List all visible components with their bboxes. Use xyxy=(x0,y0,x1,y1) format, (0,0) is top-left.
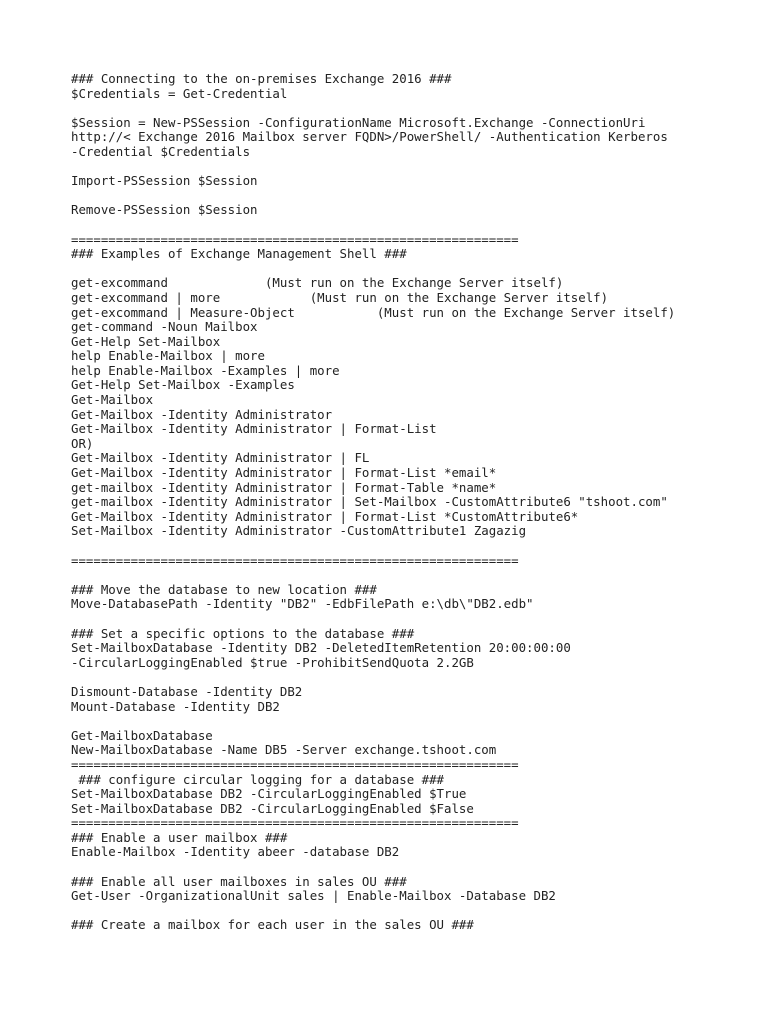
separator-line: ============================================================ xyxy=(71,756,519,772)
code-line: get-excommand (Must run on the Exchange Server itself) xyxy=(71,275,564,291)
code-line: Get-MailboxDatabase xyxy=(71,727,213,743)
code-line: Remove-PSSession $Session xyxy=(71,202,258,218)
code-line: get-excommand | Measure-Object (Must run on the Exchange Server itself) xyxy=(71,304,676,320)
section-heading: ### Set a specific options to the database ### xyxy=(71,625,415,641)
separator-line: ============================================================ xyxy=(71,815,519,831)
code-line: get-command -Noun Mailbox xyxy=(71,319,258,335)
code-line: -CircularLoggingEnabled $true -ProhibitSendQuota 2.2GB xyxy=(71,654,474,670)
blank-line xyxy=(71,612,758,627)
code-line: http://< Exchange 2016 Mailbox server FQDN>/PowerShell/ -Authentication Kerberos xyxy=(71,129,668,145)
code-line: Get-Mailbox xyxy=(71,392,154,408)
code-line: Set-MailboxDatabase -Identity DB2 -DeletedItemRetention 20:00:00:00 xyxy=(71,640,571,656)
document-page xyxy=(71,72,758,933)
code-line: Dismount-Database -Identity DB2 xyxy=(71,683,303,699)
section-heading: ### Create a mailbox for each user in the sales OU ### xyxy=(71,917,474,933)
blank-line xyxy=(71,670,758,685)
separator-line: ============================================================ xyxy=(71,552,519,568)
section-heading: ### Enable a user mailbox ### xyxy=(71,829,288,845)
code-line: help Enable-Mailbox -Examples | more xyxy=(71,362,340,378)
code-line: Import-PSSession $Session xyxy=(71,173,258,189)
blank-line xyxy=(71,189,758,204)
section-heading: ### Examples of Exchange Management Shell ### xyxy=(71,246,407,262)
code-line: Get-Mailbox -Identity Administrator | FL xyxy=(71,450,370,466)
section-heading: ### Enable all user mailboxes in sales OU ### xyxy=(71,873,407,889)
code-line: New-MailboxDatabase -Name DB5 -Server exchange.tshoot.com xyxy=(71,742,497,758)
code-line: get-excommand | more (Must run on the Exchange Server itself) xyxy=(71,289,609,305)
code-line: $Credentials = Get-Credential xyxy=(71,85,288,101)
code-line: Mount-Database -Identity DB2 xyxy=(71,698,280,714)
code-line: Get-Mailbox -Identity Administrator | Format-List *CustomAttribute6* xyxy=(71,508,579,524)
code-line: Get-Mailbox -Identity Administrator | Format-List xyxy=(71,421,437,437)
code-line: Enable-Mailbox -Identity abeer -database DB2 xyxy=(71,844,400,860)
code-line: get-mailbox -Identity Administrator | Set-Mailbox -CustomAttribute6 "tshoot.com" xyxy=(71,494,668,510)
blank-line xyxy=(71,568,758,583)
blank-line xyxy=(71,160,758,175)
code-line: Get-Help Set-Mailbox -Examples xyxy=(71,377,295,393)
code-line: Get-Help Set-Mailbox xyxy=(71,333,221,349)
code-line: Set-MailboxDatabase DB2 -CircularLoggingEnabled $False xyxy=(71,800,474,816)
section-heading: ### Connecting to the on-premises Exchange 2016 ### xyxy=(71,71,452,86)
code-line: Set-Mailbox -Identity Administrator -CustomAttribute1 Zagazig xyxy=(71,523,527,539)
blank-line xyxy=(71,904,758,919)
section-heading: ### Move the database to new location ### xyxy=(71,581,377,597)
blank-line xyxy=(71,101,758,116)
code-line: get-mailbox -Identity Administrator | Format-Table *name* xyxy=(71,479,497,495)
section-heading: ### configure circular logging for a database ### xyxy=(71,771,444,787)
code-line: Move-DatabasePath -Identity "DB2" -EdbFilePath e:\db\"DB2.edb" xyxy=(71,596,534,612)
code-line: Get-Mailbox -Identity Administrator xyxy=(71,406,333,422)
code-line: Get-User -OrganizationalUnit sales | Enable-Mailbox -Database DB2 xyxy=(71,888,556,904)
code-line: $Session = New-PSSession -ConfigurationName Microsoft.Exchange -ConnectionUri xyxy=(71,114,646,130)
blank-line xyxy=(71,714,758,729)
code-line: Set-MailboxDatabase DB2 -CircularLoggingEnabled $True xyxy=(71,786,467,802)
code-line: help Enable-Mailbox | more xyxy=(71,348,265,364)
blank-line xyxy=(71,262,758,277)
blank-line xyxy=(71,218,758,233)
code-line: Get-Mailbox -Identity Administrator | Format-List *email* xyxy=(71,465,497,481)
code-line: -Credential $Credentials xyxy=(71,143,251,159)
code-line: OR) xyxy=(71,435,94,451)
blank-line xyxy=(71,860,758,875)
blank-line xyxy=(71,539,758,554)
separator-line: ============================================================ xyxy=(71,231,519,247)
